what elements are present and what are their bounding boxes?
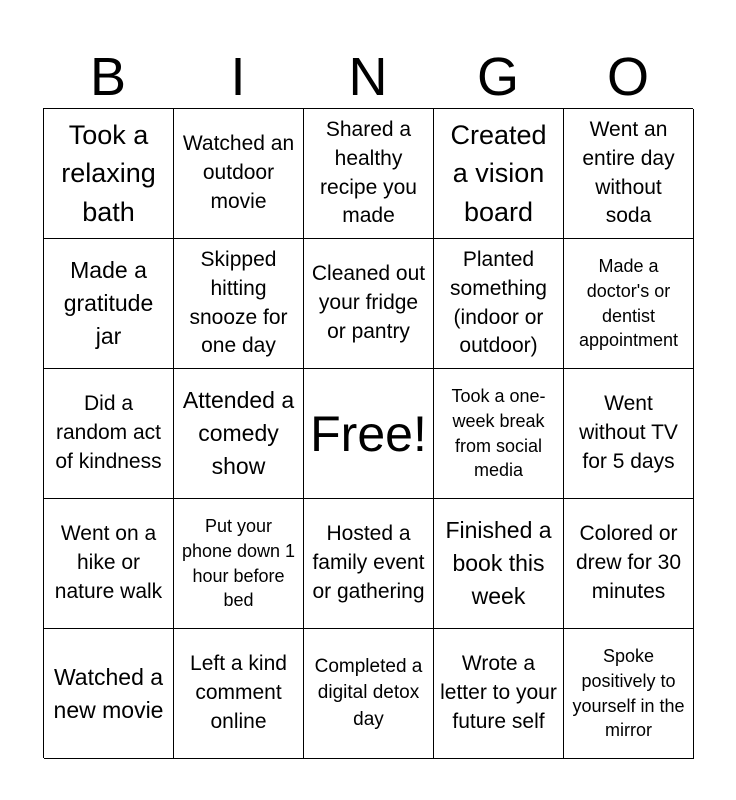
cell-text: Finished a book this week: [445, 517, 552, 609]
free-space-text: Free!: [310, 405, 427, 462]
bingo-cell-r4c5[interactable]: [564, 499, 694, 629]
bingo-cell-r4c3[interactable]: [304, 499, 434, 629]
bingo-cell-r4c1[interactable]: [44, 499, 174, 629]
cell-text: Went on a hike or nature walk: [54, 522, 163, 603]
bingo-cell-r1c3[interactable]: [304, 109, 434, 239]
cell-text: Took a one-week break from social media: [451, 385, 546, 481]
cell-text: Watched a new movie: [53, 663, 164, 723]
cell-text: Went without TV for 5 days: [579, 392, 678, 473]
header-letter-g: G: [476, 47, 519, 107]
bingo-cell-r1c1[interactable]: [44, 109, 174, 239]
cell-text: Wrote a letter to your future self: [440, 652, 557, 733]
cell-text: Left a kind comment online: [190, 652, 287, 733]
bingo-cell-r5c2[interactable]: [174, 629, 304, 759]
bingo-cell-r3c1[interactable]: [44, 369, 174, 499]
cell-text: Took a relaxing bath: [61, 120, 156, 227]
bingo-board: [43, 108, 693, 758]
bingo-cell-r5c3[interactable]: [304, 629, 434, 759]
cell-text: Skipped hitting snooze for one day: [189, 247, 288, 358]
header-letter-n: N: [348, 47, 388, 107]
cell-text: Made a gratitude jar: [63, 257, 154, 349]
bingo-cell-r2c3[interactable]: [304, 239, 434, 369]
cell-text: Went an entire day without soda: [582, 117, 675, 228]
cell-text: Planted something (indoor or outdoor): [450, 247, 547, 358]
bingo-cell-r2c2[interactable]: [174, 239, 304, 369]
bingo-cell-r5c5[interactable]: [564, 629, 694, 759]
bingo-cell-r1c4[interactable]: [434, 109, 564, 239]
cell-text: Put your phone down 1 hour before bed: [181, 515, 296, 611]
cell-text: Attended a comedy show: [182, 387, 295, 479]
bingo-cell-r3c2[interactable]: [174, 369, 304, 499]
bingo-cell-r1c5[interactable]: [564, 109, 694, 239]
cell-text: Completed a digital detox day: [314, 656, 423, 730]
cell-text: Made a doctor's or dentist appointment: [578, 255, 679, 351]
header-letter-b: B: [89, 47, 127, 107]
header-letter-i: I: [230, 47, 246, 107]
cell-text: Spoke positively to yourself in the mirror: [572, 645, 685, 741]
cell-text: Cleaned out your fridge or pantry: [311, 262, 426, 343]
cell-text: Watched an outdoor movie: [182, 132, 295, 213]
cell-text: Hosted a family event or gathering: [312, 522, 425, 603]
cell-text: Shared a healthy recipe you made: [320, 117, 417, 228]
header-letter-o: O: [606, 47, 649, 107]
bingo-cell-r5c1[interactable]: [44, 629, 174, 759]
bingo-cell-r4c2[interactable]: [174, 499, 304, 629]
bingo-cell-r2c4[interactable]: [434, 239, 564, 369]
bingo-header: [43, 46, 693, 108]
bingo-cell-r3c5[interactable]: [564, 369, 694, 499]
bingo-cell-r2c1[interactable]: [44, 239, 174, 369]
bingo-cell-r4c4[interactable]: [434, 499, 564, 629]
bingo-cell-r3c4[interactable]: [434, 369, 564, 499]
cell-text: Did a random act of kindness: [55, 392, 162, 473]
bingo-cell-r5c4[interactable]: [434, 629, 564, 759]
cell-text: Colored or drew for 30 minutes: [575, 522, 682, 603]
bingo-cell-r1c2[interactable]: [174, 109, 304, 239]
cell-text: Created a vision board: [450, 120, 547, 227]
bingo-cell-free[interactable]: [304, 369, 434, 499]
bingo-cell-r2c5[interactable]: [564, 239, 694, 369]
